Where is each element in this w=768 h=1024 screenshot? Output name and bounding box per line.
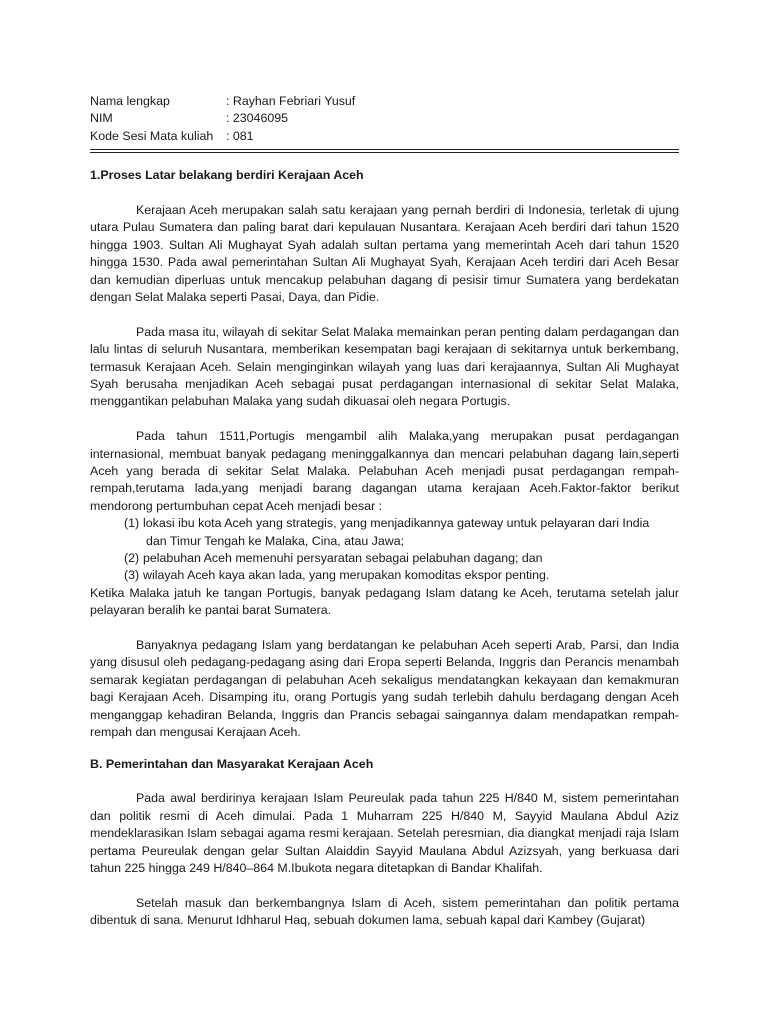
session-label: Kode Sesi Mata kuliah <box>90 128 214 143</box>
name-value: : Rayhan Febriari Yusuf <box>226 94 356 108</box>
header-row-name <box>90 93 679 110</box>
section2-heading: B. Pemerintahan dan Masyarakat Kerajaan Aceh <box>90 756 374 771</box>
factors-list <box>90 515 679 585</box>
nim-value: : 23046095 <box>226 111 289 126</box>
list-number: (2) <box>124 551 140 566</box>
list-text: lokasi ibu kota Aceh yang strategis, yang menjadikannya gateway untuk pelayaran dari India <box>143 516 650 531</box>
list-number: (3) <box>124 568 140 583</box>
student-info-header <box>90 93 679 145</box>
section2-paragraph-1: Pada awal berdirinya kerajaan Islam Peureulak pada tahun 225 H/840 M, sistem pemerintahan dan politik resmi di Aceh dimulai. Pada 1 Muharram 225 H/840 M, Sayyid Maulana Abdul Aziz mendeklarasikan Islam sebagai agama resmi kerajaan. Setelah peresmian, dia diangkat menjadi raja Islam pertama Peureulak dengan gelar Sultan Alaiddin Sayyid Maulana Abdul Azizsyah, yang berkuasa dari tahun 225 hingga 249 H/840–864 M.Ibukota negara ditetapkan di Bandar Khalifah. <box>90 791 679 875</box>
section1-paragraph-2: Pada masa itu, wilayah di sekitar Selat Malaka memainkan peran penting dalam perdagangan dan lalu lintas di seluruh Nusantara, memberikan kesempatan bagi kerajaan di sekitarnya untuk berkembang, termasuk Kerajaan Aceh. Selain menginginkan wilayah yang luas dari kerajaannya, Sultan Ali Mughayat Syah berusaha menjadikan Aceh sebagai pusat perdagangan internasional di sekitar Selat Malaka, menggantikan pelabuhan Malaka yang sudah dikuasai oleh negara Portugis. <box>90 324 679 409</box>
section1-paragraph-4: Ketika Malaka jatuh ke tangan Portugis, banyak pedagang Islam datang ke Aceh, terutama setelah jalur pelayaran beralih ke pantai barat Sumatera. <box>90 585 679 618</box>
section1-paragraph-5: Banyaknya pedagang Islam yang berdatangan ke pelabuhan Aceh seperti Arab, Parsi, dan India yang disusul oleh pedagang-pedagang asing dari Eropa seperti Belanda, Inggris dan Perancis menambah semarak kegiatan perdagangan di pelabuhan Aceh sekaligus mendatangkan kekayaan dan kemakmuran bagi Kerajaan Aceh. Disamping itu, orang Portugis yang sudah terlebih dahulu berdagang dengan Aceh menganggap kehadiran Belanda, Inggris dan Prancis sebagai saingannya dalam mendapatkan rempah-rempah dan mengusai Kerajaan Aceh. <box>90 638 679 740</box>
spacer <box>90 773 679 790</box>
list-number: (1) <box>124 516 140 531</box>
session-value: : 081 <box>226 128 254 143</box>
section2-paragraph-2: Setelah masuk dan berkembangnya Islam di Aceh, sistem pemerintahan dan politik pertama dibentuk di sana. Menurut Idhharul Haq, sebuah dokumen lama, sebuah kapal dari Kambey (Gujarat) <box>90 895 679 928</box>
nim-label: NIM <box>90 111 113 126</box>
list-item <box>90 550 679 567</box>
section1-heading: 1.Proses Latar belakang berdiri Kerajaan Aceh <box>90 168 364 183</box>
spacer <box>90 620 679 637</box>
list-text: wilayah Aceh kaya akan lada, yang merupakan komoditas ekspor penting. <box>143 568 550 583</box>
header-double-rule <box>90 149 679 153</box>
section1-paragraph-1: Kerajaan Aceh merupakan salah satu kerajaan yang pernah berdiri di Indonesia, terletak di ujung utara Pulau Sumatera dan paling barat dari kepulauan Nusantara. Kerajaan Aceh berdiri dari tahun 1520 hingga 1903. Sultan Ali Mughayat Syah adalah sultan pertama yang memerintah Aceh dari tahun 1520 hingga 1530. Pada awal pemerintahan Sultan Ali Mughayat Syah, Kerajaan Aceh terdiri dari Aceh Besar dan kemudian diperluas untuk mencakup pelabuhan dagang di pesisir timur Sumatera yang berdekatan dengan Selat Malaka seperti Pasai, Daya, dan Pidie. <box>90 202 679 304</box>
spacer <box>90 411 679 428</box>
list-item <box>90 515 679 532</box>
spacer <box>90 877 679 894</box>
section1-paragraph-3: Pada tahun 1511,Portugis mengambil alih Malaka,yang merupakan pusat perdagangan internasional, membuat banyak pedagang meninggalkannya dan mencari pelabuhan dagang lain,seperti Aceh yang berada di sekitar Selat Malaka. Pelabuhan Aceh menjadi pusat perdagangan rempah-rempah,terutama lada,yang menjadi barang dagangan utama kerajaan Aceh.Faktor-faktor berikut mendorong pertumbuhan cepat Aceh menjadi besar : <box>90 429 679 513</box>
list-continuation: dan Timur Tengah ke Malaka, Cina, atau Jawa; <box>146 533 405 548</box>
list-item <box>90 567 679 584</box>
header-row-session <box>90 128 679 145</box>
header-row-nim <box>90 110 679 127</box>
spacer <box>90 306 679 323</box>
spacer <box>90 185 679 202</box>
list-text: pelabuhan Aceh memenuhi persyaratan sebagai pelabuhan dagang; dan <box>143 551 543 566</box>
name-label: Nama lengkap <box>90 94 170 108</box>
